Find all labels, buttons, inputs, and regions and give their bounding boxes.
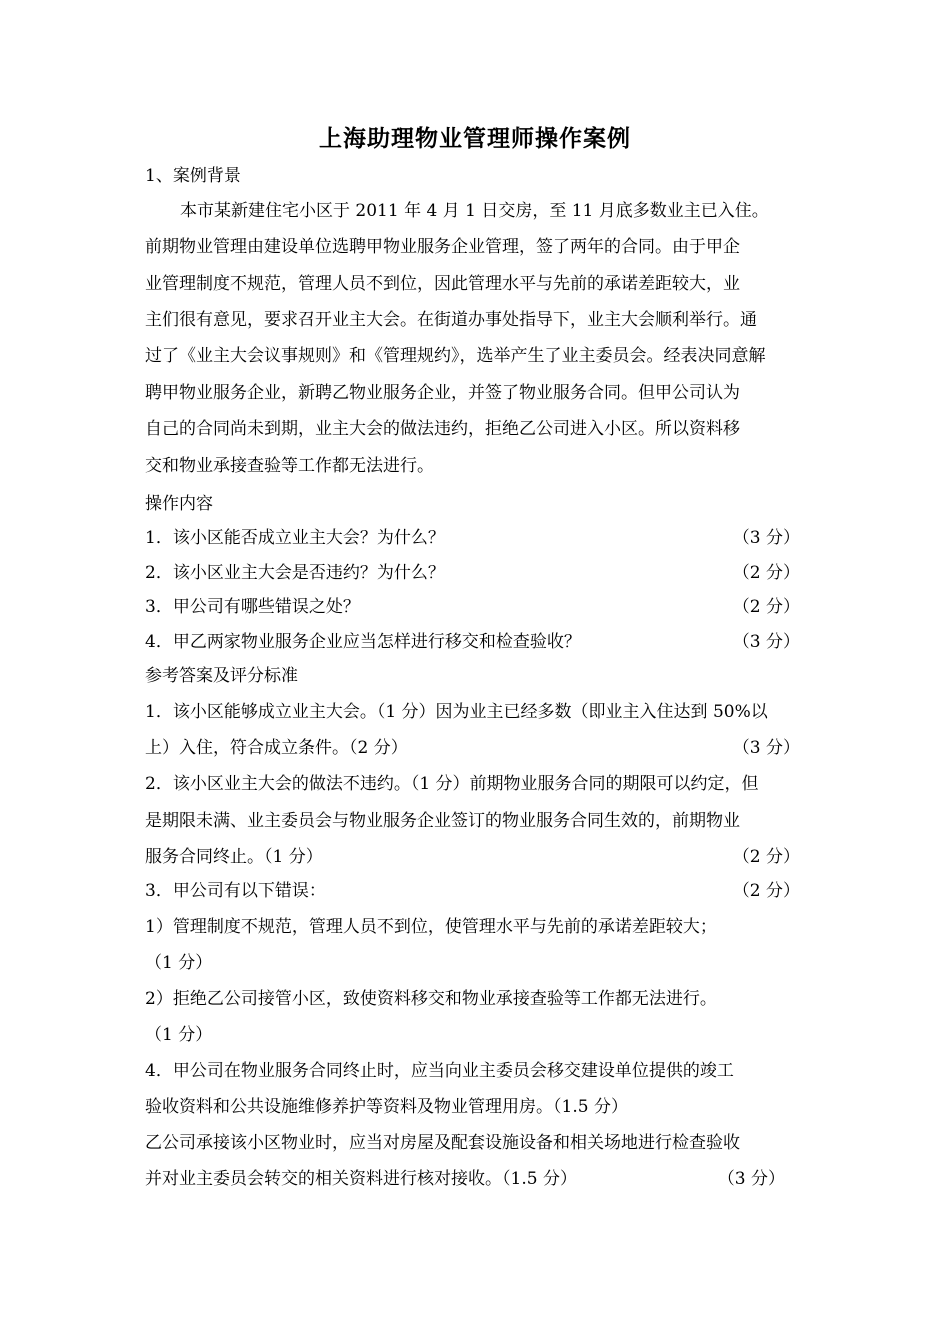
answer-score: （3 分） [732, 738, 800, 758]
answer-line: 并对业主委员会转交的相关资料进行核对接收。（1.5 分） [145, 1169, 577, 1189]
answer-line: 是期限未满、业主委员会与物业服务企业签订的物业服务合同生效的，前期物业 [145, 811, 740, 831]
question-score: （2 分） [732, 563, 800, 583]
answer-score: （2 分） [732, 881, 800, 901]
section-heading-background: 1、案例背景 [145, 166, 241, 186]
answer-line: 验收资料和公共设施维修养护等资料及物业管理用房。（1.5 分） [145, 1097, 628, 1117]
question-score: （2 分） [732, 597, 800, 617]
answer-line: 1）管理制度不规范，管理人员不到位，使管理水平与先前的承诺差距较大； [145, 917, 717, 937]
answer-line: 2）拒绝乙公司接管小区，致使资料移交和物业承接查验等工作都无法进行。 [145, 989, 717, 1009]
question-text: 1．该小区能否成立业主大会？为什么？ [145, 528, 445, 548]
background-line: 聘甲物业服务企业，新聘乙物业服务企业，并签了物业服务合同。但甲公司认为 [145, 383, 740, 403]
background-line: 前期物业管理由建设单位选聘甲物业服务企业管理，签了两年的合同。由于甲企 [145, 237, 740, 257]
answer-line: 乙公司承接该小区物业时，应当对房屋及配套设施设备和相关场地进行检查验收 [145, 1133, 740, 1153]
answer-line: 4．甲公司在物业服务合同终止时，应当向业主委员会移交建设单位提供的竣工 [145, 1061, 734, 1081]
background-line: 自己的合同尚未到期，业主大会的做法违约，拒绝乙公司进入小区。所以资料移 [145, 419, 740, 439]
answer-line: 1．该小区能够成立业主大会。（1 分）因为业主已经多数（即业主入住达到 50%以 [145, 702, 768, 722]
answer-line: 2．该小区业主大会的做法不违约。（1 分）前期物业服务合同的期限可以约定，但 [145, 774, 759, 794]
question-text: 4．甲乙两家物业服务企业应当怎样进行移交和检查验收？ [145, 632, 581, 652]
answer-line: 3．甲公司有以下错误： [145, 881, 326, 901]
answer-score: （2 分） [732, 847, 800, 867]
question-text: 2．该小区业主大会是否违约？为什么？ [145, 563, 445, 583]
answer-score: （1 分） [145, 1025, 213, 1045]
answer-line: 上）入住，符合成立条件。（2 分） [145, 738, 408, 758]
background-line: 过了《业主大会议事规则》和《管理规约》，选举产生了业主委员会。经表决同意解 [145, 346, 766, 366]
background-line: 交和物业承接查验等工作都无法进行。 [145, 456, 434, 476]
question-text: 3．甲公司有哪些错误之处？ [145, 597, 360, 617]
document-title: 上海助理物业管理师操作案例 [319, 126, 631, 152]
background-line: 本市某新建住宅小区于 2011 年 4 月 1 日交房，至 11 月底多数业主已入住。 [180, 201, 769, 221]
background-line: 主们很有意见，要求召开业主大会。在街道办事处指导下，业主大会顺利举行。通 [145, 310, 757, 330]
answer-score: （3 分） [717, 1169, 785, 1189]
background-line: 业管理制度不规范，管理人员不到位，因此管理水平与先前的承诺差距较大，业 [145, 274, 740, 294]
question-score: （3 分） [732, 632, 800, 652]
question-score: （3 分） [732, 528, 800, 548]
section-heading-questions: 操作内容 [145, 494, 213, 514]
answer-score: （1 分） [145, 953, 213, 973]
section-heading-answers: 参考答案及评分标准 [145, 666, 298, 686]
answer-line: 服务合同终止。（1 分） [145, 847, 323, 867]
